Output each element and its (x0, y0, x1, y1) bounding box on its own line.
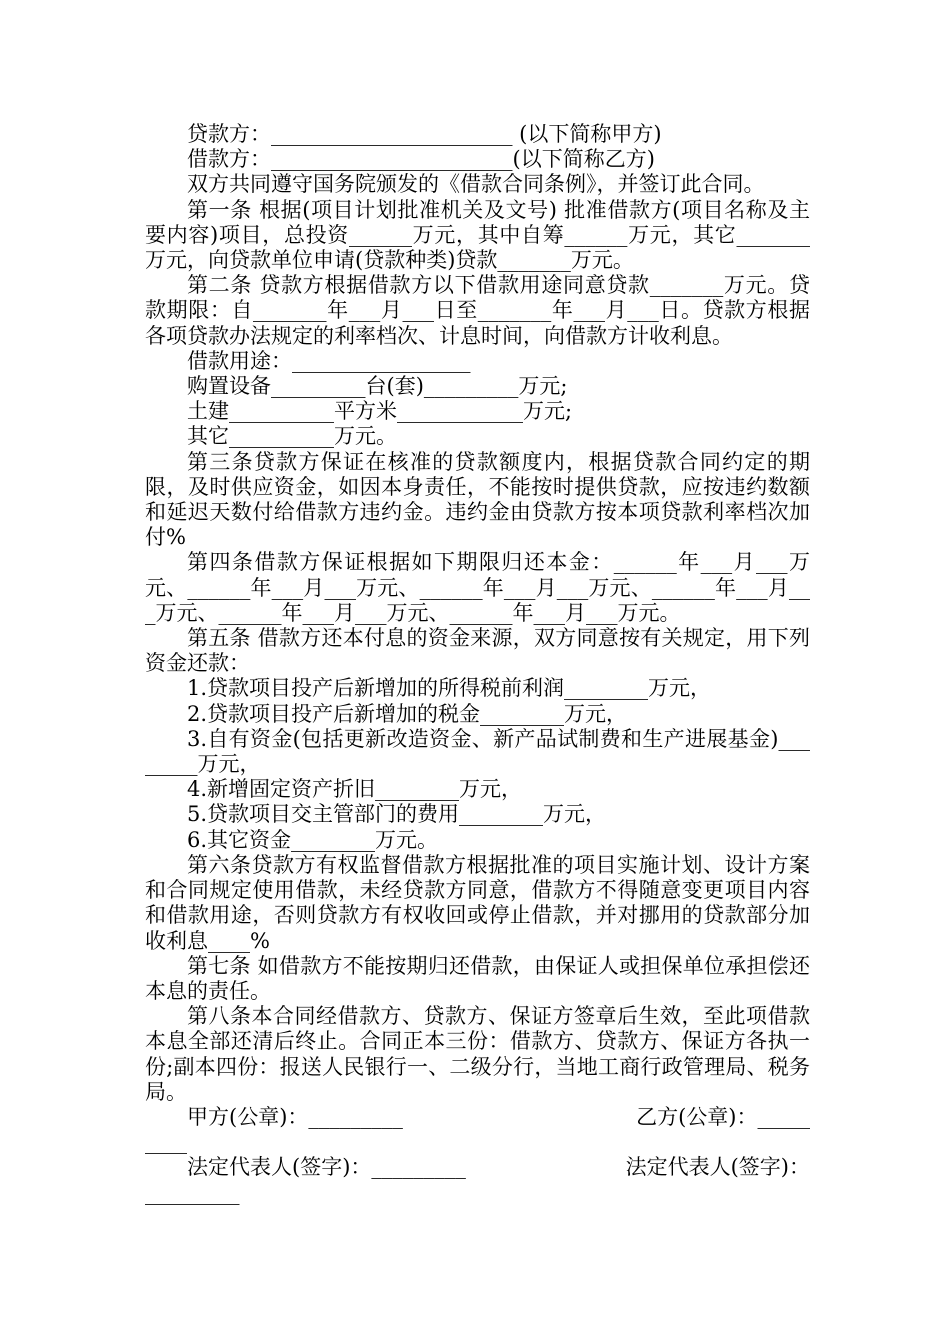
party-b-seal: 乙方(公章)：_____ (636, 1104, 810, 1129)
intro-paragraph: 双方共同遵守国务院颁发的《借款合同条例》，并签订此合同。 (187, 172, 765, 197)
article-4: 第四条借款方保证根据如下期限归还本金：______年___月___万元、______年___月___万元、______年___月___万元、______年___月___万元、______年___月___万元、______年___月___万元。 (145, 550, 810, 625)
article-8: 第八条本合同经借款方、贷款方、保证方签章后生效，至此项借款本息全部还清后终止。合同正本三份：借款方、贷款方、保证方各执一份;副本四份：报送人民银行一、二级分行，当地工商行政管理局、税务局。 (145, 1004, 810, 1104)
article-6: 第六条贷款方有权监督借款方根据批准的项目实施计划、设计方案和合同规定使用借款，未经贷款方同意，借款方不得随意变更项目内容和借款用途，否则贷款方有权收回或停止借款，并对挪用的贷款部分加收利息____% (145, 852, 810, 953)
fund-item: 5.贷款项目交主管部门的费用________万元， (187, 802, 607, 827)
fund-item: 4.新增固定资产折旧________万元， (187, 777, 523, 802)
article-5: 第五条 借款方还本付息的资金来源，双方同意按有关规定，用下列资金还款： (145, 626, 810, 676)
seal-signature-row (145, 1105, 810, 1130)
usage-other: 其它__________万元。 (187, 424, 397, 449)
party-a-representative: 法定代表人(签字)：_________ (187, 1155, 466, 1180)
party-b-representative: 法定代表人(签字)： (625, 1155, 810, 1180)
fund-item: 6.其它资金________万元。 (187, 827, 439, 852)
lender-line: 贷款方：_______________________ (以下简称甲方) (187, 122, 662, 146)
party-b-seal-tail: ____ (145, 1130, 187, 1155)
party-b-representative-tail: _________ (145, 1180, 240, 1205)
article-7: 第七条 如借款方不能按期归还借款，由保证人或担保单位承担偿还本息的责任。 (145, 953, 810, 1003)
usage-equipment: 购置设备_________台(套)_________万元; (187, 374, 568, 399)
party-a-seal: 甲方(公章)：_________ (187, 1104, 403, 1129)
fund-item: 1.贷款项目投产后新增加的所得税前利润________万元， (187, 676, 712, 701)
usage-title: 借款用途：_________________ (187, 348, 471, 373)
borrower-line: 借款方：_______________________(以下简称乙方) (187, 147, 655, 172)
fund-item: 3.自有资金(包括更新改造资金、新产品试制费和生产进展基金)________万元， (145, 726, 810, 777)
representative-signature-row (145, 1155, 810, 1180)
usage-construction: 土建__________平方米____________万元; (187, 399, 573, 424)
article-2: 第二条 贷款方根据借款方以下借款用途同意贷款_______万元。贷款期限：自_______年___月___日至_______年___月___日。贷款方根据各项贷款办法规定的利率档次、计息时间，向借款方计收利息。 (145, 273, 810, 348)
fund-item: 2.贷款项目投产后新增加的税金________万元， (187, 701, 628, 726)
article-1: 第一条 根据(项目计划批准机关及文号) 批准借款方(项目名称及主要内容)项目，总投资______万元，其中自筹______万元，其它_______万元，向贷款单位申请(贷款种类)贷款_______万元。 (145, 197, 810, 273)
article-3: 第三条贷款方保证在核准的贷款额度内，根据贷款合同约定的期限，及时供应资金，如因本身责任，不能按时提供贷款，应按违约数额和延迟天数付给借款方违约金。违约金由贷款方按本项贷款利率档次加付% (145, 449, 810, 550)
contract-document (145, 122, 810, 1206)
